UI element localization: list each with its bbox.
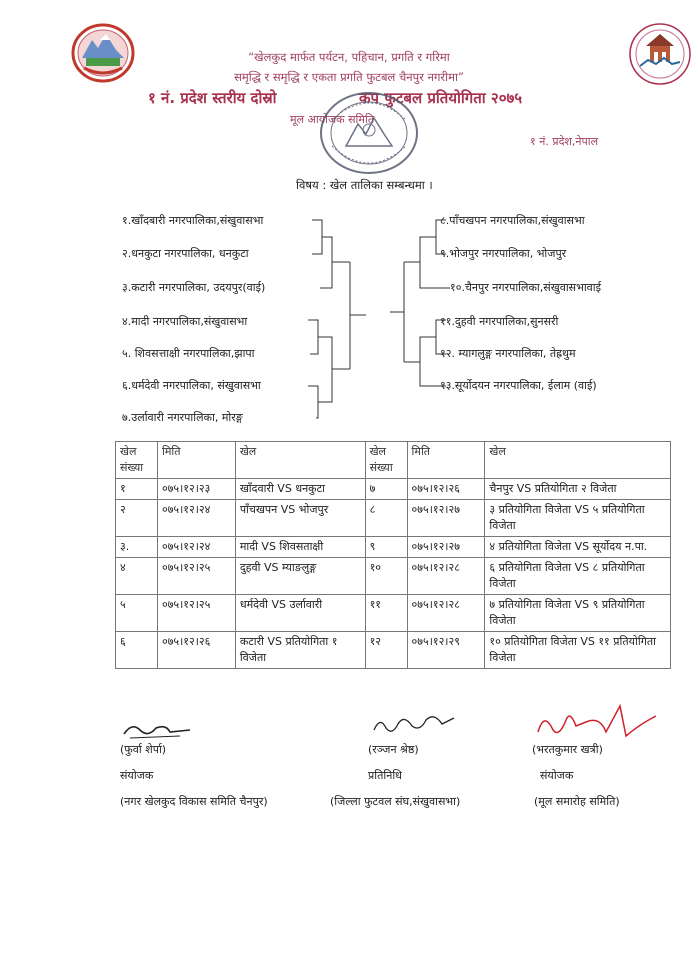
team-left-1: १.खाँदबारी नगरपालिका,संखुवासभा xyxy=(122,214,264,227)
tournament-bracket-lines xyxy=(0,0,698,440)
cell-match: पाँचखपन VS भोजपुर xyxy=(235,500,365,537)
cell-match-no: ५ xyxy=(116,595,158,632)
header-match: खेल xyxy=(235,442,365,479)
match-schedule-table xyxy=(115,441,671,669)
cell-match: १० प्रतियोगिता विजेता VS ११ प्रतियोगिता विजेता xyxy=(485,632,671,669)
signature-scribble-3 xyxy=(530,702,660,744)
cell-match-no: ३. xyxy=(116,537,158,558)
team-right-12: १२. म्यागलुङ्ग नगरपालिका, तेह्रथुम xyxy=(440,347,576,360)
cell-date: ०७५।१२।२७ xyxy=(407,500,485,537)
header-match-no: खेल संख्या xyxy=(116,442,158,479)
table-header-row xyxy=(116,442,671,479)
cell-date: ०७५।१२।२५ xyxy=(157,595,235,632)
signatory-2-name: (रञ्जन श्रेष्ठ) xyxy=(368,743,419,756)
location-label: १ नं. प्रदेश,नेपाल xyxy=(530,135,599,148)
signature-scribble-2 xyxy=(370,710,460,740)
table-row xyxy=(116,632,671,669)
signatory-2-org: (जिल्ला फुटवल संघ,संखुवासभा) xyxy=(330,795,461,808)
team-left-7: ७.उर्लावारी नगरपालिका, मोरङ्ग xyxy=(122,411,243,424)
header-date-2: मिति xyxy=(407,442,485,479)
cell-date: ०७५।१२।२४ xyxy=(157,500,235,537)
team-left-5: ५. शिवसत्ताक्षी नगरपालिका,झापा xyxy=(122,347,255,360)
table-row xyxy=(116,558,671,595)
signatory-3-role: संयोजक xyxy=(540,769,574,782)
team-left-6: ६.धर्मदेवी नगरपालिका, संखुवासभा xyxy=(122,379,261,392)
cell-match-no: ९ xyxy=(365,537,407,558)
cell-match: चैनपुर VS प्रतियोगिता २ विजेता xyxy=(485,479,671,500)
team-left-3: ३.कटारी नगरपालिका, उदयपुर(वाई) xyxy=(122,281,266,294)
motto-line-2: समृद्धि र समृद्धि र एकता प्रगति फुटबल चैनपुर नगरीमा” xyxy=(234,70,464,84)
cell-match: धर्मदेवी VS उर्लावारी xyxy=(235,595,365,632)
signature-scribble-1 xyxy=(120,718,200,742)
cell-match: खाँदवारी VS धनकुटा xyxy=(235,479,365,500)
team-left-4: ४.मादी नगरपालिका,संखुवासभा xyxy=(122,315,248,328)
signatory-1-role: संयोजक xyxy=(120,769,154,782)
team-right-9: ९.भोजपुर नगरपालिका, भोजपुर xyxy=(440,247,567,260)
team-right-10: १०.चैनपुर नगरपालिका,संखुवासभावाई xyxy=(450,281,602,294)
cell-match-no: ४ xyxy=(116,558,158,595)
table-row xyxy=(116,595,671,632)
cell-match-no: ११ xyxy=(365,595,407,632)
committee-label: मूल आयोजक समिति xyxy=(290,113,375,126)
table-row xyxy=(116,479,671,500)
cell-match: ६ प्रतियोगिता विजेता VS ८ प्रतियोगिता विजेता xyxy=(485,558,671,595)
cell-match-no: ८ xyxy=(365,500,407,537)
cell-date: ०७५।१२।२४ xyxy=(157,537,235,558)
title-part-2: कप फुटबल प्रतियोगिता २०७५ xyxy=(359,89,523,107)
cell-match: ४ प्रतियोगिता विजेता VS सूर्योदय न.पा. xyxy=(485,537,671,558)
team-right-13: १३.सूर्योदयन नगरपालिका, ईलाम (वाई) xyxy=(440,379,597,392)
cell-match-no: ६ xyxy=(116,632,158,669)
cell-date: ०७५।१२।२५ xyxy=(157,558,235,595)
header-match-2: खेल xyxy=(485,442,671,479)
header-match-no-2: खेल संख्या xyxy=(365,442,407,479)
cell-match-no: ७ xyxy=(365,479,407,500)
cell-match-no: १० xyxy=(365,558,407,595)
subject-text: विषय : खेल तालिका सम्बन्धमा । xyxy=(296,178,433,192)
signatory-2-role: प्रतिनिधि xyxy=(368,769,402,782)
team-left-2: २.धनकुटा नगरपालिका, धनकुटा xyxy=(122,247,249,260)
cell-date: ०७५।१२।२३ xyxy=(157,479,235,500)
table-row xyxy=(116,500,671,537)
team-right-11: ११.दुहवी नगरपालिका,सुनसरी xyxy=(440,315,559,328)
cell-match-no: २ xyxy=(116,500,158,537)
cell-match: ७ प्रतियोगिता विजेता VS ९ प्रतियोगिता विजेता xyxy=(485,595,671,632)
cell-date: ०७५।१२।२७ xyxy=(407,537,485,558)
cell-match: ३ प्रतियोगिता विजेता VS ५ प्रतियोगिता विजेता xyxy=(485,500,671,537)
signatory-3-org: (मूल समारोह समिति) xyxy=(534,795,620,808)
table-row xyxy=(116,537,671,558)
signatory-1-org: (नगर खेलकुद विकास समिति चैनपुर) xyxy=(120,795,268,808)
motto-line-1: “खेलकुद मार्फत पर्यटन, पहिचान, प्रगति र गरिमा xyxy=(248,50,450,64)
signatory-1-name: (फुर्वा शेर्पा) xyxy=(120,743,167,756)
cell-match-no: १२ xyxy=(365,632,407,669)
cell-date: ०७५।१२।२६ xyxy=(407,479,485,500)
team-right-8: ८.पाँचखपन नगरपालिका,संखुवासभा xyxy=(440,214,585,227)
cell-date: ०७५।१२।२९ xyxy=(407,632,485,669)
cell-match: दुहवी VS म्याङलुङ्ग xyxy=(235,558,365,595)
title-part-1: १ नं. प्रदेश स्तरीय दोस्रो xyxy=(148,89,277,107)
cell-date: ०७५।१२।२८ xyxy=(407,558,485,595)
cell-date: ०७५।१२।२८ xyxy=(407,595,485,632)
signatory-3-name: (भरतकुमार खत्री) xyxy=(532,743,603,756)
cell-match: मादी VS शिवसताक्षी xyxy=(235,537,365,558)
cell-match: कटारी VS प्रतियोगिता १ विजेता xyxy=(235,632,365,669)
cell-date: ०७५।१२।२६ xyxy=(157,632,235,669)
cell-match-no: १ xyxy=(116,479,158,500)
header-date: मिति xyxy=(157,442,235,479)
